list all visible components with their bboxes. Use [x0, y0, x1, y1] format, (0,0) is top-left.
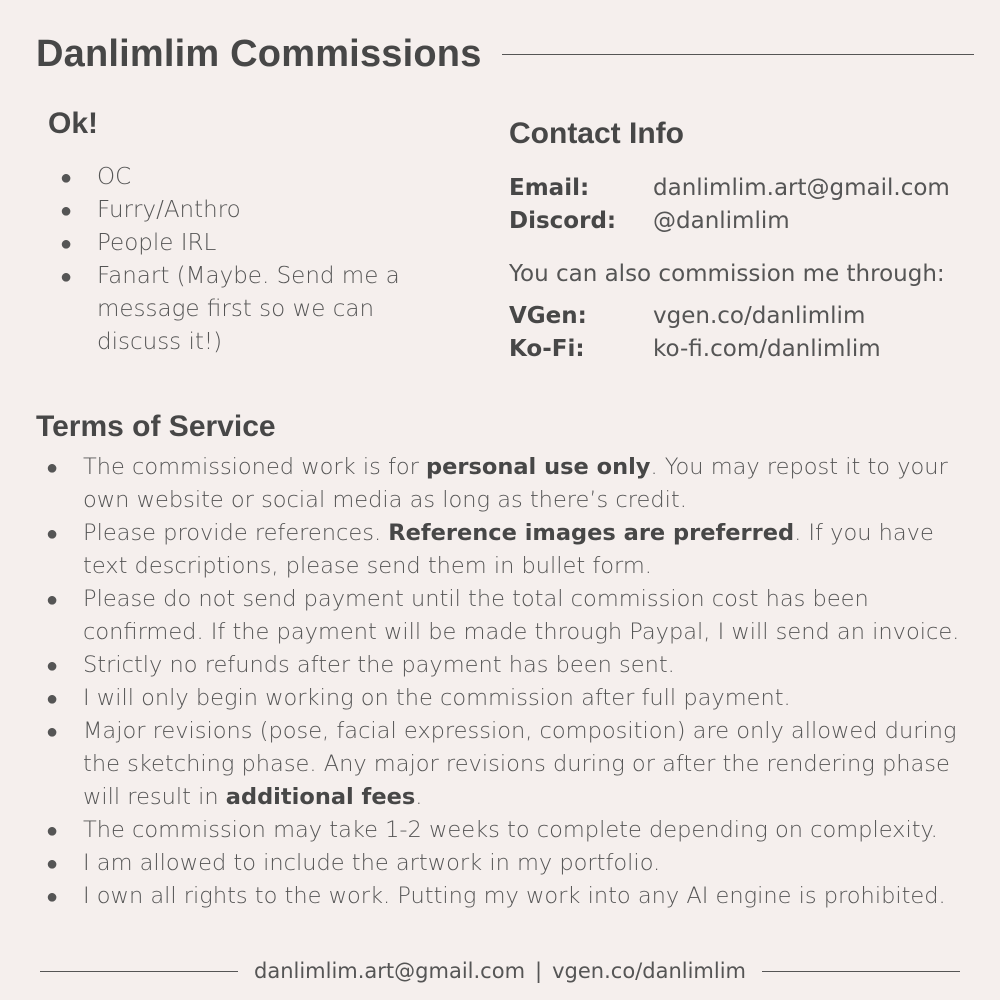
also-commission-text: You can also commission me through: — [509, 261, 945, 287]
ok-heading: Ok! — [48, 107, 99, 140]
bullet-icon: ● — [46, 884, 59, 908]
tos-item: ● The commission may take 1-2 weeks to complete depending on complexity. — [46, 814, 976, 847]
tos-list — [46, 451, 976, 913]
kofi-row — [509, 333, 969, 366]
ok-item: ● Fanart (Maybe. Send me a message first so we can discuss it!) — [60, 260, 450, 359]
tos-item: ● Please provide references. Reference images are preferred. If you have text descriptions, please send them in bullet form. — [46, 517, 976, 583]
discord-handle: @danlimlim — [653, 208, 790, 234]
bullet-icon: ● — [46, 587, 59, 611]
title-divider — [502, 54, 974, 55]
footer-divider-right — [762, 971, 960, 972]
vgen-row — [509, 300, 969, 333]
discord-label: Discord: — [509, 208, 617, 234]
footer — [40, 955, 960, 987]
footer-contact — [238, 959, 762, 983]
footer-divider-left — [40, 971, 238, 972]
footer-vgen-link[interactable]: vgen.co/danlimlim — [552, 959, 747, 983]
discord-row — [509, 205, 969, 238]
contact-platforms — [509, 300, 969, 366]
bullet-icon: ● — [60, 165, 73, 189]
tos-item: ● I own all rights to the work. Putting my work into any AI engine is prohibited. — [46, 880, 976, 913]
ok-item: ● Furry/Anthro — [60, 194, 450, 227]
ok-item: ● People IRL — [60, 227, 450, 260]
bullet-icon: ● — [46, 818, 59, 842]
bullet-icon: ● — [60, 264, 73, 288]
email-label: Email: — [509, 175, 590, 201]
vgen-link[interactable]: vgen.co/danlimlim — [653, 303, 866, 329]
tos-item: ● Major revisions (pose, facial expression, composition) are only allowed during the sketching phase. Any major revisions during or after the rendering phase will result in additional fees. — [46, 715, 976, 814]
vgen-label: VGen: — [509, 303, 587, 329]
title-row — [36, 30, 974, 78]
footer-separator: | — [535, 959, 543, 983]
bullet-icon: ● — [60, 231, 73, 255]
kofi-label: Ko-Fi: — [509, 336, 585, 362]
ok-list — [60, 161, 450, 359]
email-link[interactable]: danlimlim.art@gmail.com — [653, 175, 950, 201]
kofi-link[interactable]: ko-fi.com/danlimlim — [653, 336, 881, 362]
contact-primary — [509, 172, 969, 238]
bullet-icon: ● — [46, 719, 59, 743]
ok-item: ● OC — [60, 161, 450, 194]
footer-email-link[interactable]: danlimlim.art@gmail.com — [254, 959, 526, 983]
tos-item: ● Strictly no refunds after the payment has been sent. — [46, 649, 976, 682]
contact-heading: Contact Info — [509, 117, 684, 150]
bullet-icon: ● — [60, 198, 73, 222]
bullet-icon: ● — [46, 653, 59, 677]
tos-item: ● I will only begin working on the commission after full payment. — [46, 682, 976, 715]
bullet-icon: ● — [46, 851, 59, 875]
tos-item: ● The commissioned work is for personal use only. You may repost it to your own website or social media as long as there’s credit. — [46, 451, 976, 517]
tos-item: ● Please do not send payment until the total commission cost has been confirmed. If the payment will be made through Paypal, I will send an invoice. — [46, 583, 976, 649]
bullet-icon: ● — [46, 521, 59, 545]
bullet-icon: ● — [46, 455, 59, 479]
tos-item: ● I am allowed to include the artwork in my portfolio. — [46, 847, 976, 880]
bullet-icon: ● — [46, 686, 59, 710]
page-title: Danlimlim Commissions — [36, 32, 482, 75]
email-row — [509, 172, 969, 205]
tos-heading: Terms of Service — [36, 410, 276, 443]
